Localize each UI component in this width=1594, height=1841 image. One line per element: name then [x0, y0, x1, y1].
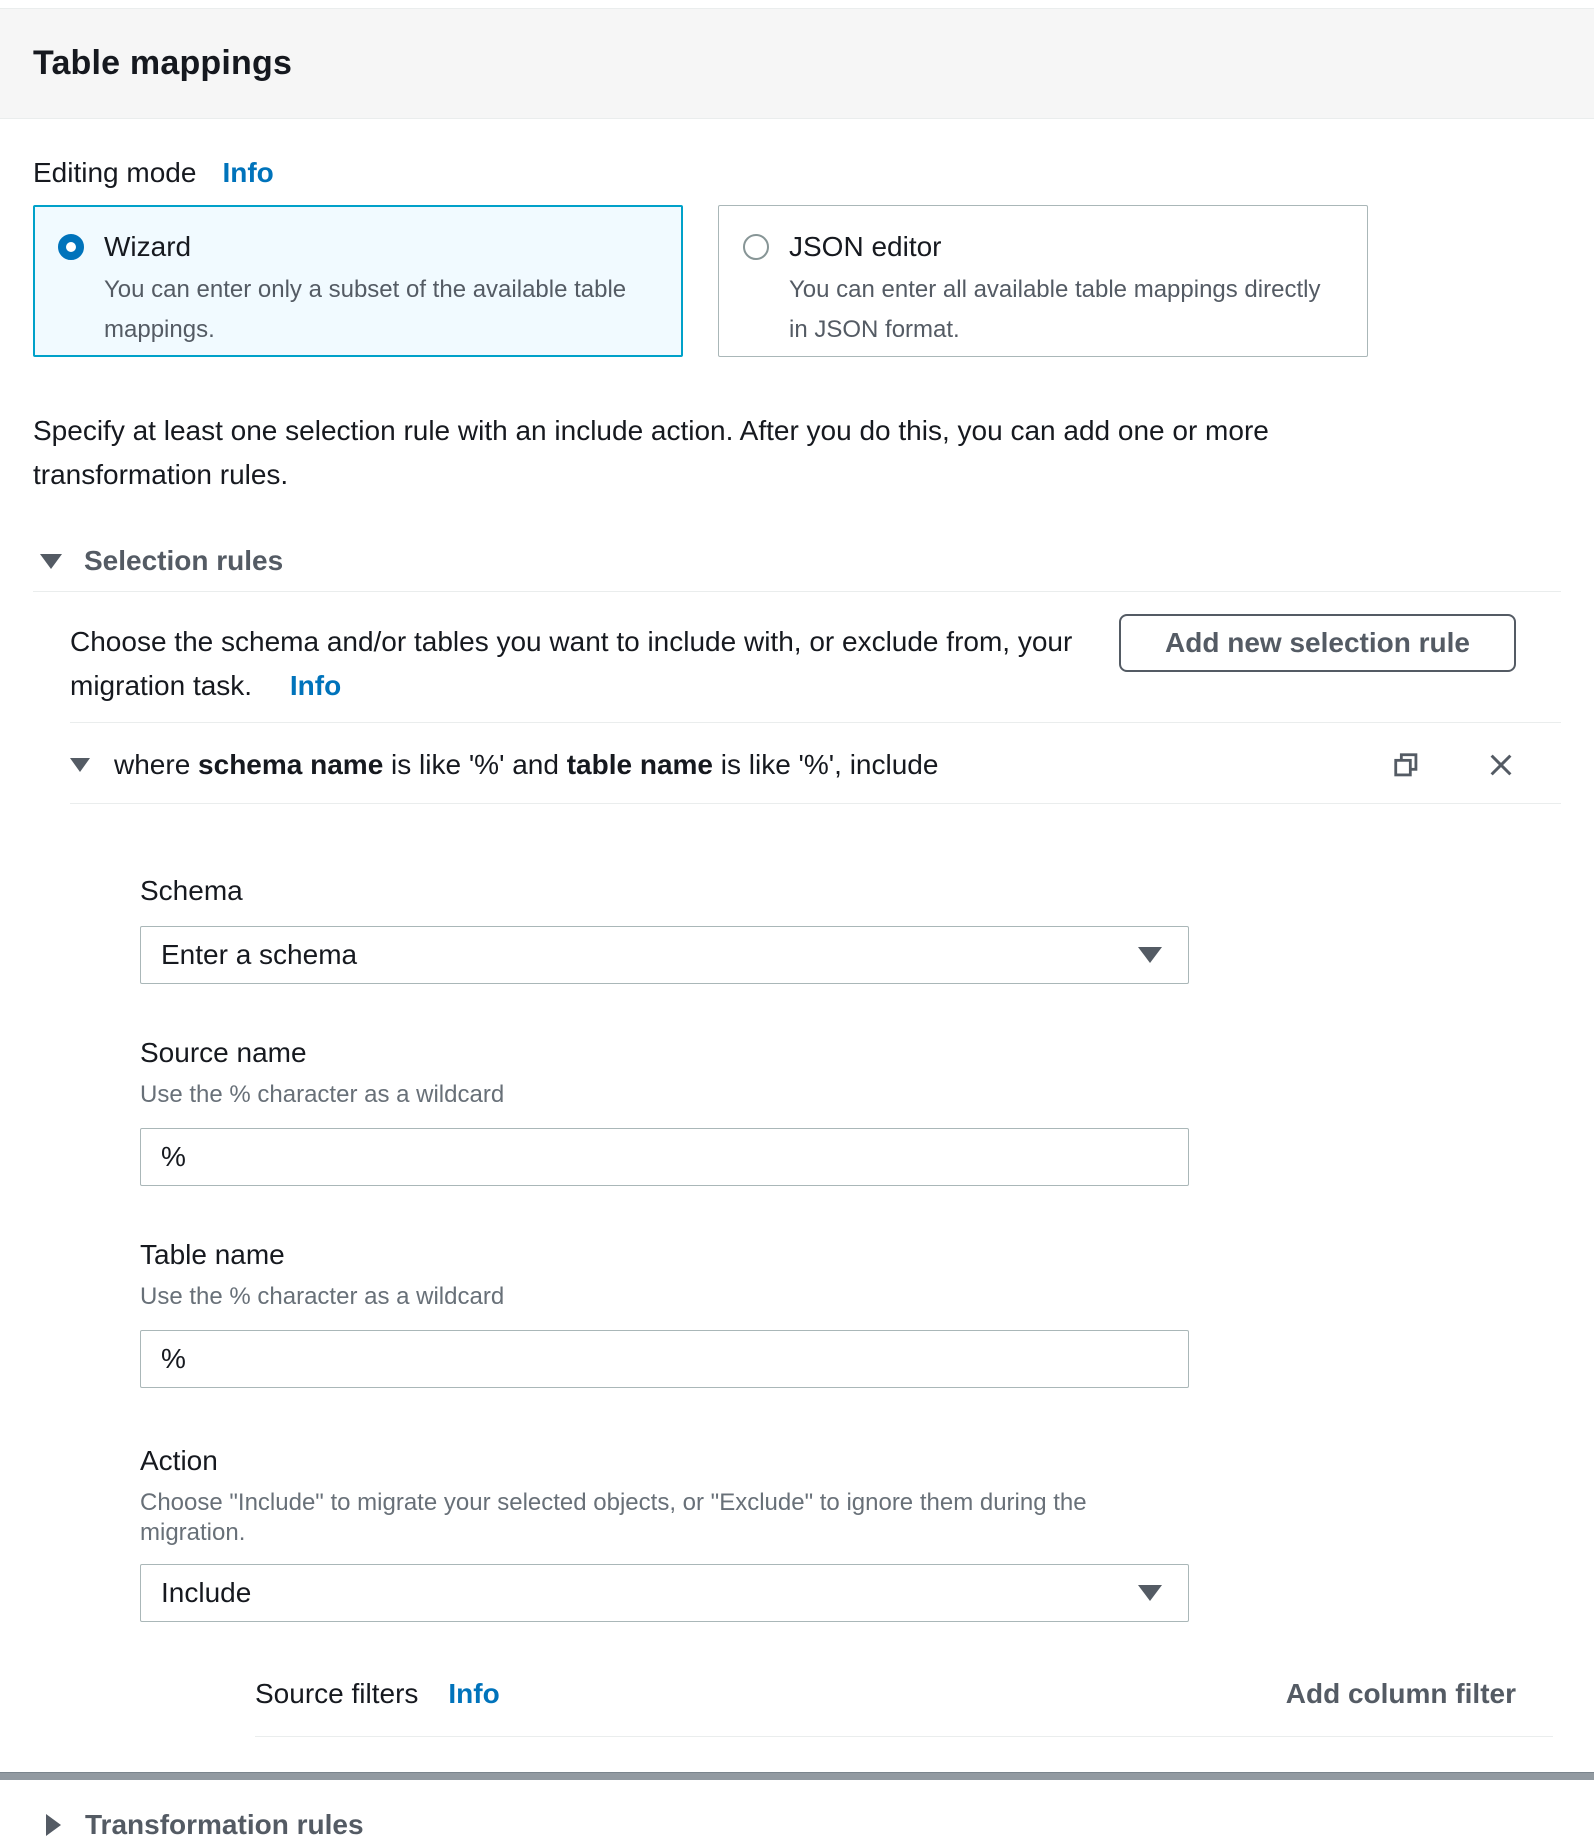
triangle-down-icon	[40, 554, 62, 569]
caret-down-icon	[1138, 947, 1162, 963]
copy-icon	[1392, 751, 1420, 779]
table-name-field-group	[140, 1236, 1189, 1388]
rule-summary	[114, 749, 938, 781]
action-label: Action	[140, 1445, 218, 1476]
wizard-option-text	[104, 228, 658, 350]
editing-mode-options	[33, 205, 1561, 357]
editing-mode-label: Editing mode	[33, 157, 197, 188]
remove-rule-button[interactable]	[1486, 750, 1516, 780]
action-helper: Choose "Include" to migrate your selected objects, or "Exclude" to ignore them during the migration.	[140, 1489, 1087, 1546]
source-filters-info-link[interactable]: Info	[448, 1678, 500, 1709]
selection-rules-info-link[interactable]: Info	[289, 670, 342, 701]
divider	[33, 591, 1561, 592]
container-header	[0, 8, 1594, 119]
rule-triangle-down-icon[interactable]	[70, 758, 90, 772]
radio-unselected-icon[interactable]	[743, 234, 769, 260]
schema-select-value: Enter a schema	[161, 939, 358, 970]
schema-field-group	[140, 872, 1189, 984]
action-field-group	[140, 1442, 1189, 1622]
editing-mode-row	[33, 157, 1561, 189]
transformation-rules-expander[interactable]	[33, 1809, 1561, 1841]
rule-actions	[1392, 750, 1516, 780]
json-editor-option-text	[789, 228, 1343, 350]
selection-rules-title: Selection rules	[84, 545, 284, 576]
table-name-helper: Use the % character as a wildcard	[140, 1283, 505, 1310]
intro-text: Specify at least one selection rule with an include action. After you do this, you can add one or more transformation rules.	[33, 415, 1269, 490]
source-filters-left	[255, 1678, 500, 1710]
divider	[70, 803, 1561, 804]
horizontal-scrollbar[interactable]	[0, 1772, 1594, 1780]
radio-selected-icon[interactable]	[58, 234, 84, 260]
editing-mode-info-link[interactable]: Info	[222, 157, 274, 188]
schema-label: Schema	[140, 875, 243, 906]
rule-summary-table-name: table name	[566, 749, 713, 780]
selection-rules-expander[interactable]	[33, 545, 1561, 577]
source-name-input[interactable]	[140, 1128, 1189, 1186]
table-mappings-content	[0, 157, 1594, 1841]
divider	[70, 722, 1561, 723]
action-select-value: Include	[161, 1577, 252, 1608]
page-title: Table mappings	[33, 44, 293, 82]
json-editor-option-label: JSON editor	[789, 231, 942, 262]
wizard-option-description: You can enter only a subset of the available table mappings.	[104, 276, 627, 343]
table-name-label: Table name	[140, 1239, 285, 1270]
source-name-field-group	[140, 1034, 1189, 1186]
action-select[interactable]	[140, 1564, 1189, 1622]
wizard-option-card[interactable]	[33, 205, 683, 357]
divider	[255, 1736, 1553, 1737]
source-name-helper: Use the % character as a wildcard	[140, 1081, 505, 1108]
source-filters-row	[140, 1678, 1561, 1710]
transformation-rules-title: Transformation rules	[85, 1809, 364, 1840]
triangle-right-icon	[46, 1814, 61, 1836]
selection-rules-header-row	[33, 614, 1561, 708]
top-strip	[0, 0, 1594, 8]
rule-summary-prefix: where	[114, 749, 199, 780]
rule-summary-suffix: is like '%', include	[712, 749, 939, 780]
table-name-input[interactable]	[140, 1330, 1189, 1388]
wizard-option-label: Wizard	[104, 231, 192, 262]
selection-rules-description	[70, 620, 1119, 708]
add-column-filter-button[interactable]: Add column filter	[1285, 1678, 1516, 1709]
source-filters-label: Source filters	[255, 1678, 419, 1709]
selection-rules-description-text: Choose the schema and/or tables you want to include with, or exclude from, your migration task.	[70, 626, 1073, 701]
source-name-label: Source name	[140, 1037, 307, 1068]
caret-down-icon	[1138, 1585, 1162, 1601]
rule-summary-middle: is like '%' and	[383, 749, 567, 780]
selection-rule-form	[33, 872, 1561, 1737]
schema-select[interactable]	[140, 926, 1189, 984]
rule-summary-schema-name: schema name	[198, 749, 384, 780]
json-editor-option-card[interactable]	[718, 205, 1368, 357]
close-icon	[1486, 750, 1516, 780]
json-editor-option-description: You can enter all available table mappings directly in JSON format.	[789, 276, 1321, 343]
add-new-selection-rule-button[interactable]: Add new selection rule	[1119, 614, 1516, 672]
selection-rule-row	[33, 749, 1561, 781]
duplicate-rule-button[interactable]	[1392, 751, 1420, 779]
